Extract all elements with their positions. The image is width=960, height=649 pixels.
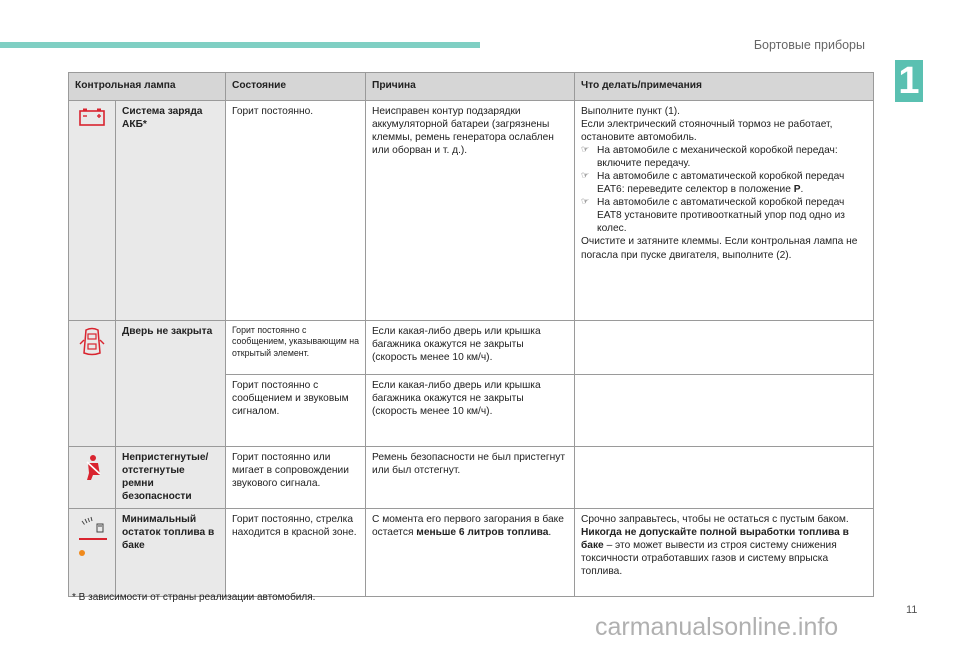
table-header-row: [69, 73, 874, 101]
car-door-open-icon: [79, 327, 105, 357]
page-number: 11: [906, 604, 918, 616]
lamp-state: Горит постоянно с сообщением и звуковым сигналом.: [226, 375, 366, 447]
action-text: Срочно заправьтесь, чтобы не остаться с пустым баком.: [581, 514, 849, 525]
action-emphasis: Никогда не допускайте полной выработки топлива в баке: [581, 527, 849, 552]
lamp-name: Непристегнутые/отстегнутые ремни безопасности: [116, 447, 226, 509]
lamp-state: Горит постоянно с сообщением, указывающим на открытый элемент.: [226, 321, 366, 375]
fuel-icon-cell: [69, 509, 116, 597]
header-state: Состояние: [226, 73, 366, 101]
bullet-icon: ☞: [581, 144, 590, 155]
table-row: [69, 101, 874, 321]
lamp-name: Система заряда АКБ*: [116, 101, 226, 321]
cause-punct: .: [548, 527, 552, 539]
bullet-icon: ☞: [581, 196, 590, 207]
bullet-icon: ☞: [581, 170, 590, 181]
table-row: [69, 447, 874, 509]
warning-lamps-table: [68, 72, 874, 597]
battery-icon-cell: [69, 101, 116, 321]
seatbelt-icon-cell: [69, 447, 116, 509]
list-item-text: На автомобиле с автоматической коробкой передач EAT6: переведите селектор в положение: [597, 171, 845, 196]
action-text-end: – это может вывести из строя систему снижения токсичности отработавших газов и систему впрыска топлива.: [581, 540, 837, 578]
header-cause: Причина: [366, 73, 575, 101]
lamp-cause: [366, 509, 575, 597]
list-item-text: На автомобиле с автоматической коробкой передач EAT8 установите противооткатный упор под одно из колес.: [597, 197, 845, 235]
lamp-cause: Неисправен контур подзарядки аккумуляторной батареи (загрязнены клеммы, ремень генератора ослаблен или оборван и т. д.).: [366, 101, 575, 321]
lamp-cause: Если какая-либо дверь или крышка багажника окажутся не закрыты (скорость менее 10 км/ч).: [366, 321, 575, 375]
lamp-cause: Ремень безопасности не был пристегнут или был отстегнут.: [366, 447, 575, 509]
lamp-name: Дверь не закрыта: [116, 321, 226, 447]
lamp-action: [575, 101, 874, 321]
table-row: [69, 509, 874, 597]
action-end: Очистите и затяните клеммы. Если контрольная лампа не погасла при пуске двигателя, выполните (2).: [581, 236, 858, 261]
header-action: Что делать/примечания: [575, 73, 874, 101]
list-item: [581, 170, 867, 196]
list-item-text: На автомобиле с механической коробкой передач: включите передачу.: [597, 145, 838, 170]
door-icon-cell: [69, 321, 116, 447]
lamp-action: [575, 509, 874, 597]
lamp-cause: Если какая-либо дверь или крышка багажника окажутся не закрыты (скорость менее 10 км/ч).: [366, 375, 575, 447]
fuel-gauge-icon: [75, 515, 109, 567]
action-list: [581, 144, 867, 235]
lamp-state: Горит постоянно, стрелка находится в красной зоне.: [226, 509, 366, 597]
footnote: * В зависимости от страны реализации автомобиля.: [72, 592, 316, 603]
list-item: [581, 196, 867, 235]
seatbelt-icon: [79, 453, 105, 481]
lamp-action: [575, 321, 874, 375]
list-item-punct: .: [800, 184, 804, 196]
list-item: [581, 144, 867, 170]
section-title: Бортовые приборы: [753, 38, 865, 52]
cause-text: С момента его первого загорания в баке остается: [372, 514, 564, 539]
action-paragraph: Если электрический стояночный тормоз не работает, остановите автомобиль.: [581, 119, 833, 144]
lamp-state: Горит постоянно или мигает в сопровождении звукового сигнала.: [226, 447, 366, 509]
action-intro: Выполните пункт (1).: [581, 106, 680, 117]
lamp-action: [575, 447, 874, 509]
table-row: [69, 321, 874, 375]
lamp-action: [575, 375, 874, 447]
top-accent-bar: [0, 42, 480, 48]
gear-position-p: P: [793, 184, 801, 196]
chapter-number-tab: 1: [895, 60, 923, 102]
lamp-state: Горит постоянно.: [226, 101, 366, 321]
lamp-name: Минимальный остаток топлива в баке: [116, 509, 226, 597]
watermark: carmanualsonline.info: [595, 613, 839, 641]
cause-emphasis: меньше 6 литров топлива: [416, 527, 549, 539]
battery-icon: [77, 107, 107, 127]
header-lamp: Контрольная лампа: [69, 73, 226, 101]
